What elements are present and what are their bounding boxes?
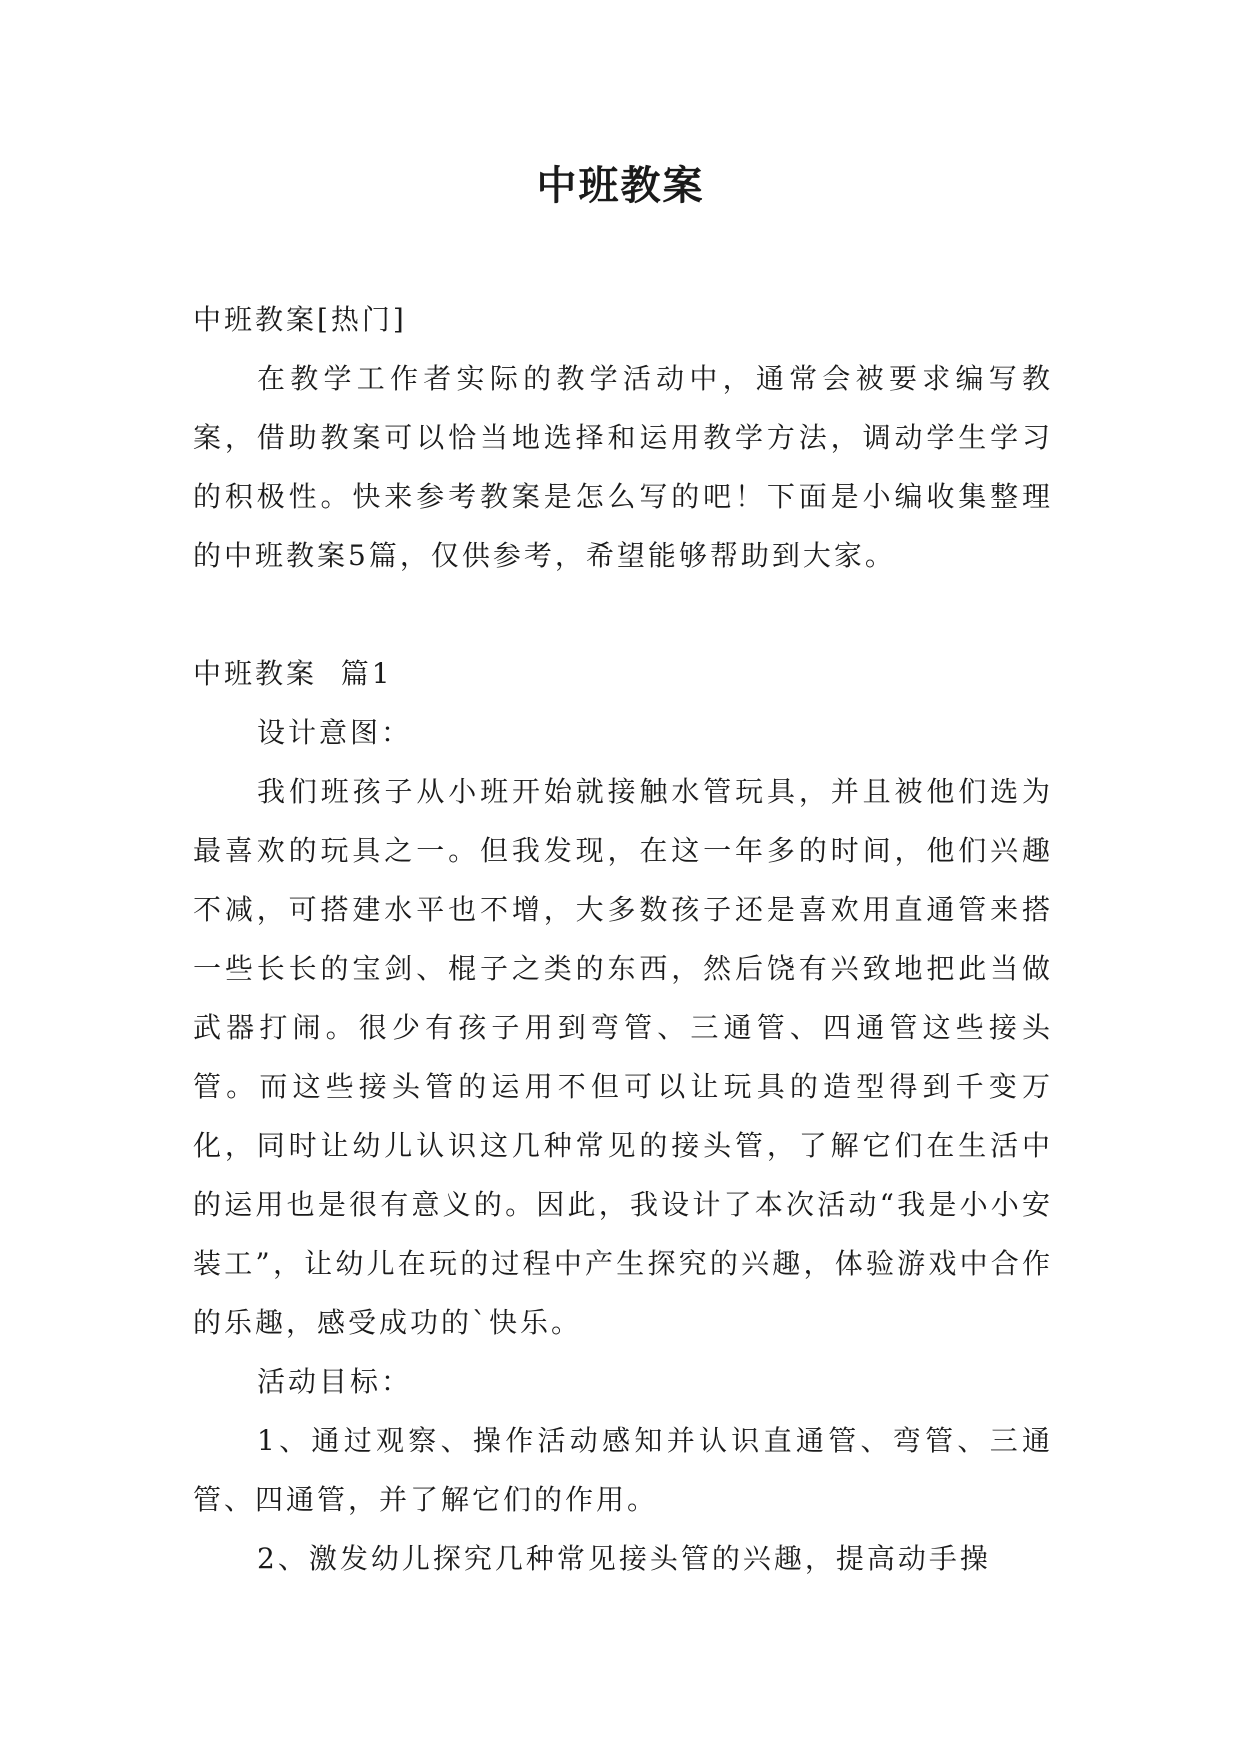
goal-item-1: 1、通过观察、操作活动感知并认识直通管、弯管、三通管、四通管，并了解它们的作用。 (193, 1424, 1053, 1516)
section-heading: 中班教案 篇1 (193, 657, 393, 690)
subtitle-line: 中班教案[热门] (193, 303, 407, 336)
goals-label: 活动目标： (257, 1365, 413, 1398)
document-body (193, 290, 1053, 1588)
document-title: 中班教案 (536, 162, 705, 209)
design-intent-paragraph: 我们班孩子从小班开始就接触水管玩具，并且被他们选为最喜欢的玩具之一。但我发现，在这一年多的时间，他们兴趣不减，可搭建水平也不增，大多数孩子还是喜欢用直通管来搭一些长长的宝剑、棍子之类的东西，然后饶有兴致地把此当做武器打闹。很少有孩子用到弯管、三通管、四通管这些接头管。而这些接头管的运用不但可以让玩具的造型得到千变万化，同时让幼儿认识这几种常见的接头管，了解它们在生活中的运用也是很有意义的。因此，我设计了本次活动“我是小小安装工”，让幼儿在玩的过程中产生探究的兴趣，体验游戏中合作的乐趣，感受成功的`快乐。 (193, 775, 1053, 1339)
goal-item-2: 2、激发幼儿探究几种常见接头管的兴趣，提高动手操 (257, 1542, 991, 1575)
intro-paragraph: 在教学工作者实际的教学活动中，通常会被要求编写教案，借助教案可以恰当地选择和运用教学方法，调动学生学习的积极性。快来参考教案是怎么写的吧！下面是小编收集整理的中班教案5篇，仅供参考，希望能够帮助到大家。 (193, 362, 1053, 572)
design-intent-label: 设计意图： (257, 716, 413, 749)
